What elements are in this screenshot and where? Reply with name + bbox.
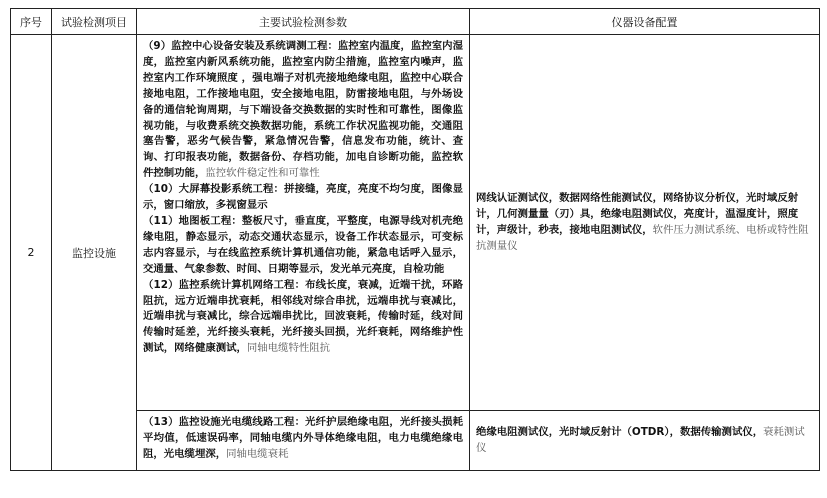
equipment-text	[476, 425, 813, 457]
param-text-plain: 监控软件稳定性和可靠性	[205, 167, 320, 180]
param-text-plain: 同轴电缆特性阻抗	[246, 342, 331, 355]
equipment-text	[476, 191, 813, 255]
row-item: 监控设施	[52, 35, 137, 471]
equipment-cell	[470, 411, 820, 471]
row-seq: 2	[11, 35, 52, 471]
equipment-text-plain: 软件压力测试系统、电桥或特性阻抗测量仪	[476, 224, 809, 252]
param-text: （11）地图板工程：整板尺寸，垂直度，平整度，电源导线对机壳绝缘电阻，静态显示，动态交通状态显示，设备工作状态显示，可变标志内容显示，与在线监控系统计算机通信功能，紧急电话呼入显示，交通量、气象参数、时间、日期等显示，发光单元亮度，自检功能	[143, 214, 463, 275]
header-equipment: 仪器设备配置	[470, 9, 820, 35]
param-paragraph-10	[143, 182, 463, 214]
header-params: 主要试验检测参数	[137, 9, 470, 35]
params-cell	[137, 35, 470, 411]
param-paragraph-13	[143, 415, 463, 463]
param-paragraph-12	[143, 278, 463, 358]
param-text: （12）监控系统计算机网络工程：布线长度，衰减，近端干扰，环路阻抗，远方近端串扰衰耗，相邻线对综合串扰，远端串扰与衰减比，近端串扰与衰减比，综合远端串扰比，回波衰耗，传输时延，线对间传输时延差，光纤接头衰耗，光纤接头回损，光纤衰耗，网络维护性测试，网络健康测试，	[143, 278, 463, 355]
equipment-text-plain: 衰耗测试仪	[476, 426, 805, 454]
param-text: （9）监控中心设备安装及系统调测工程：监控室内温度，监控室内湿度，监控室内新风系统功能，监控室内防尘措施，监控室内噪声，监控室内工作环境照度 ，强电端子对机壳接地绝缘电阻，监控中心联合接地电阻，工作接地电阻，安全接地电阻，防雷接地电阻，与外场设备的通信轮询周期，与下端设备交换数据的实时性和可靠性，图像监视功能，与收费系统交换数据功能，系统工作状况监视功能，交通阻塞告警，恶劣气候告警，紧急情况告警，信息发布功能，统计、查询、打印报表功能，数据备份、存档功能，加电自诊断功能，监控软件控制功能，	[143, 40, 463, 180]
param-paragraph-9	[143, 39, 463, 182]
params-cell	[137, 411, 470, 471]
table-header-row	[11, 9, 820, 35]
param-paragraph-11	[143, 214, 463, 278]
param-text: （13）监控设施光电缆线路工程：光纤护层绝缘电阻，光纤接头损耗平均值，低速误码率，同轴电缆内外导体绝缘电阻，电力电缆绝缘电阻，光电缆埋深，	[143, 416, 463, 460]
equipment-text-bold: 绝缘电阻测试仪，光时域反射计（OTDR），数据传输测试仪，	[476, 426, 764, 439]
equipment-text-bold: 网线认证测试仪，数据网络性能测试仪，网络协议分析仪，光时域反射计，几何测量量（刃）具，绝缘电阻测试仪，亮度计，温湿度计，照度计，声级计，秒表，接地电阻测试仪，	[476, 192, 799, 236]
equipment-cell	[470, 35, 820, 411]
test-items-table	[10, 8, 820, 471]
param-text-plain: 同轴电缆衰耗	[226, 447, 289, 460]
header-seq: 序号	[11, 9, 52, 35]
param-text: （10）大屏幕投影系统工程：拼接缝，亮度，亮度不均匀度，图像显示，窗口缩放，多视窗显示	[143, 183, 463, 212]
table-row	[11, 35, 820, 411]
header-item: 试验检测项目	[52, 9, 137, 35]
